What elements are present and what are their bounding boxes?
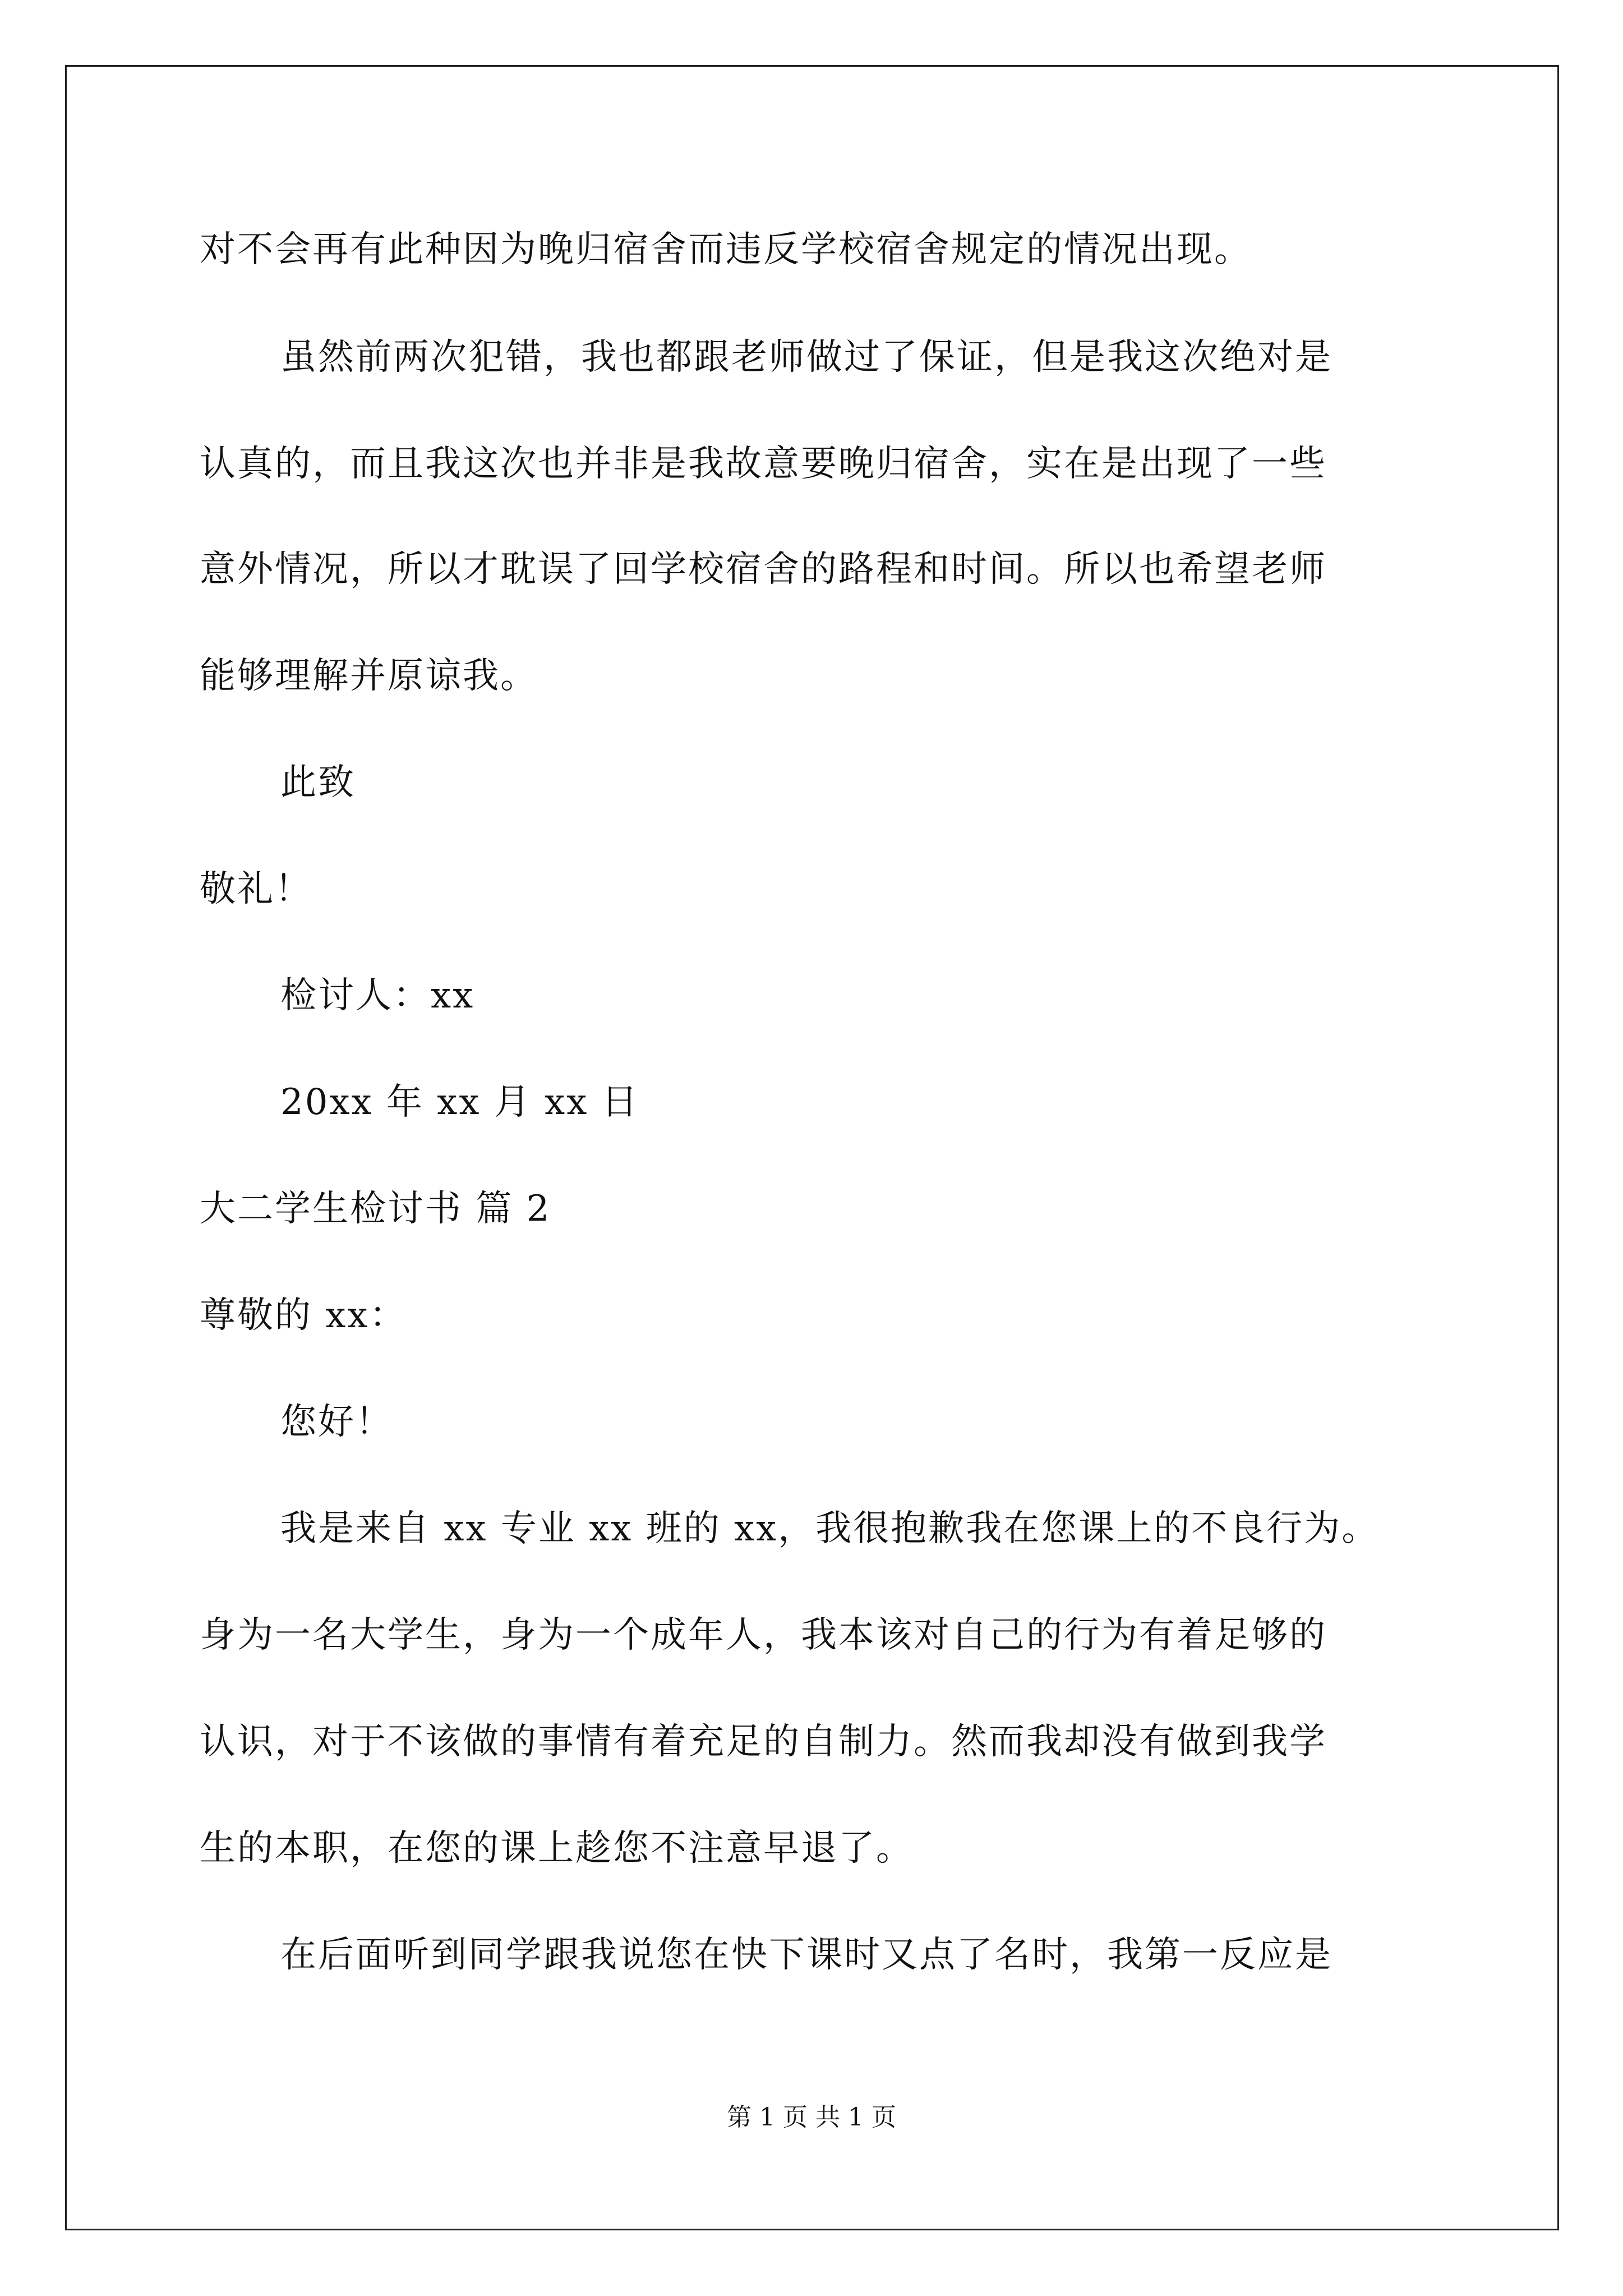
section-heading: 大二学生检讨书 篇 2 bbox=[200, 1188, 551, 1230]
greeting-hello: 您好！ bbox=[280, 1401, 393, 1443]
body-line-15: 认识，对于不该做的事情有着充足的自制力。然而我却没有做到我学 bbox=[200, 1721, 1327, 1763]
body-line-16: 生的本职，在您的课上趁您不注意早退了。 bbox=[200, 1828, 914, 1869]
body-line-13: 我是来自 xx 专业 xx 班的 xx，我很抱歉我在您课上的不良行为。 bbox=[280, 1508, 1380, 1549]
closing-salutation: 此致 bbox=[280, 762, 356, 803]
signature-date: 20xx 年 xx 月 xx 日 bbox=[280, 1082, 639, 1123]
body-line-5: 能够理解并原谅我。 bbox=[200, 655, 538, 697]
body-line-2: 虽然前两次犯错，我也都跟老师做过了保证，但是我这次绝对是 bbox=[280, 337, 1332, 378]
body-line-4: 意外情况，所以才耽误了回学校宿舍的路程和时间。所以也希望老师 bbox=[200, 549, 1327, 590]
body-line-14: 身为一名大学生，身为一个成年人，我本该对自己的行为有着足够的 bbox=[200, 1614, 1327, 1656]
closing-respect: 敬礼！ bbox=[200, 868, 312, 910]
body-line-17: 在后面听到同学跟我说您在快下课时又点了名时，我第一反应是 bbox=[280, 1934, 1332, 1976]
signature-author: 检讨人：xx bbox=[280, 975, 475, 1016]
greeting-addressee: 尊敬的 xx： bbox=[200, 1295, 407, 1336]
page-border bbox=[65, 65, 1559, 2230]
body-line-1: 对不会再有此种因为晚归宿舍而违反学校宿舍规定的情况出现。 bbox=[200, 229, 1252, 270]
body-line-3: 认真的，而且我这次也并非是我故意要晚归宿舍，实在是出现了一些 bbox=[200, 443, 1327, 485]
page-number-footer: 第 1 页 共 1 页 bbox=[727, 2103, 896, 2132]
